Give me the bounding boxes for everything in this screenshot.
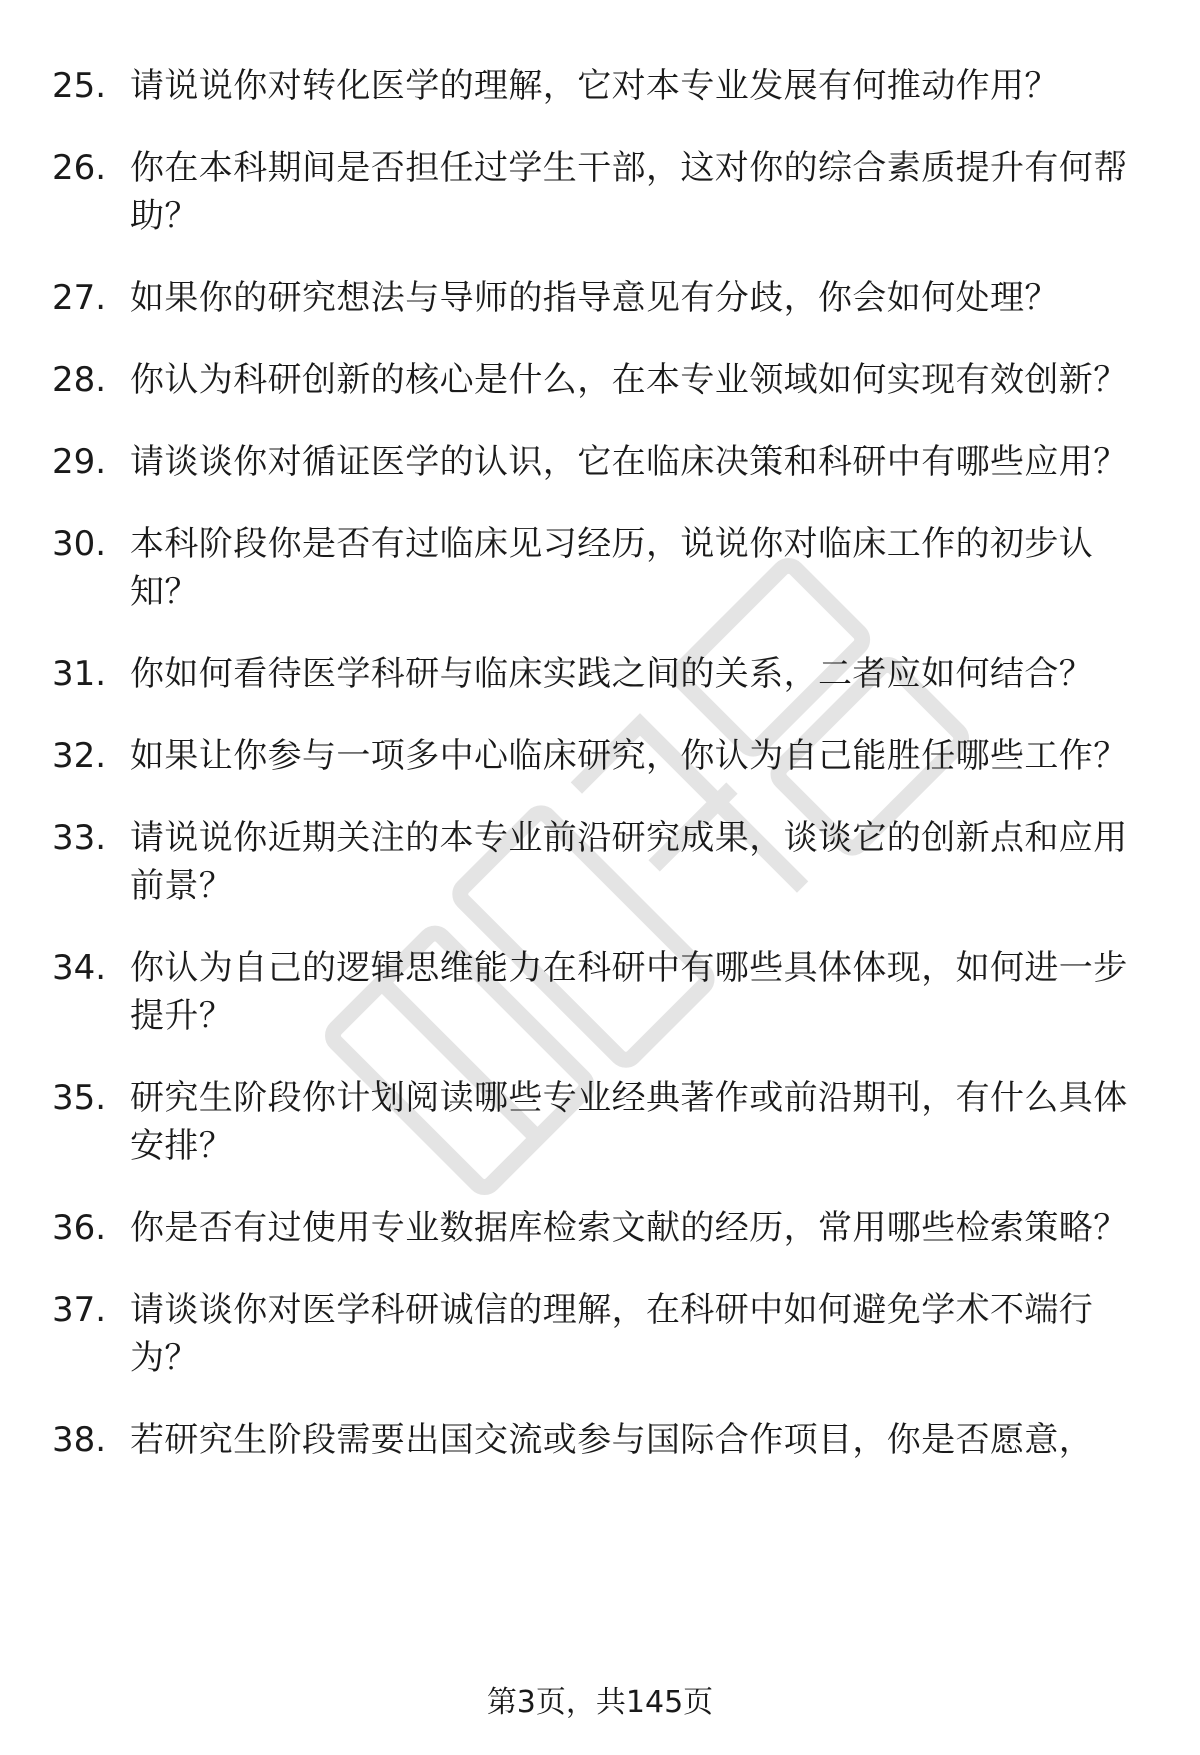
question-number: 26. bbox=[52, 148, 107, 188]
question-item bbox=[52, 356, 1152, 404]
question-number: 32. bbox=[52, 736, 107, 776]
question-text: 你认为自己的逻辑思维能力在科研中有哪些具体体现，如何进一步提升？ bbox=[130, 948, 1128, 1036]
question-item bbox=[52, 520, 1152, 616]
question-item bbox=[52, 1286, 1152, 1382]
question-number: 38. bbox=[52, 1420, 107, 1460]
question-number: 37. bbox=[52, 1290, 107, 1330]
question-number: 30. bbox=[52, 524, 107, 564]
question-number: 31. bbox=[52, 654, 107, 694]
question-number: 33. bbox=[52, 818, 107, 858]
question-text: 你认为科研创新的核心是什么，在本专业领域如何实现有效创新？ bbox=[130, 360, 1128, 400]
question-item bbox=[52, 144, 1152, 240]
question-text: 研究生阶段你计划阅读哪些专业经典著作或前沿期刊，有什么具体安排？ bbox=[130, 1078, 1128, 1166]
question-number: 36. bbox=[52, 1208, 107, 1248]
question-text: 本科阶段你是否有过临床见习经历，说说你对临床工作的初步认知？ bbox=[130, 524, 1094, 612]
question-item bbox=[52, 1074, 1152, 1170]
question-item bbox=[52, 1204, 1152, 1252]
question-text: 请说说你对转化医学的理解，它对本专业发展有何推动作用？ bbox=[130, 66, 1059, 106]
question-text: 你在本科期间是否担任过学生干部，这对你的综合素质提升有何帮助？ bbox=[130, 148, 1128, 236]
question-text: 你如何看待医学科研与临床实践之间的关系，二者应如何结合？ bbox=[130, 654, 1094, 694]
question-number: 29. bbox=[52, 442, 107, 482]
question-item bbox=[52, 438, 1152, 486]
question-text: 请谈谈你对医学科研诚信的理解，在科研中如何避免学术不端行为？ bbox=[130, 1290, 1094, 1378]
question-number: 25. bbox=[52, 66, 107, 106]
question-number: 35. bbox=[52, 1078, 107, 1118]
question-item bbox=[52, 732, 1152, 780]
question-item bbox=[52, 1416, 1152, 1464]
question-text: 如果让你参与一项多中心临床研究，你认为自己能胜任哪些工作？ bbox=[130, 736, 1128, 776]
question-item bbox=[52, 944, 1152, 1040]
question-text: 你是否有过使用专业数据库检索文献的经历，常用哪些检索策略？ bbox=[130, 1208, 1128, 1248]
question-number: 28. bbox=[52, 360, 107, 400]
question-text: 若研究生阶段需要出国交流或参与国际合作项目，你是否愿意， bbox=[130, 1420, 1094, 1460]
question-item bbox=[52, 650, 1152, 698]
question-list bbox=[52, 62, 1152, 1464]
page-number-footer: 第3页，共145页 bbox=[486, 1685, 714, 1720]
question-number: 27. bbox=[52, 278, 107, 318]
question-item bbox=[52, 814, 1152, 910]
question-item bbox=[52, 62, 1152, 110]
question-text: 如果你的研究想法与导师的指导意见有分歧，你会如何处理？ bbox=[130, 278, 1059, 318]
question-item bbox=[52, 274, 1152, 322]
question-text: 请谈谈你对循证医学的认识，它在临床决策和科研中有哪些应用？ bbox=[130, 442, 1128, 482]
question-number: 34. bbox=[52, 948, 107, 988]
question-text: 请说说你近期关注的本专业前沿研究成果，谈谈它的创新点和应用前景？ bbox=[130, 818, 1128, 906]
